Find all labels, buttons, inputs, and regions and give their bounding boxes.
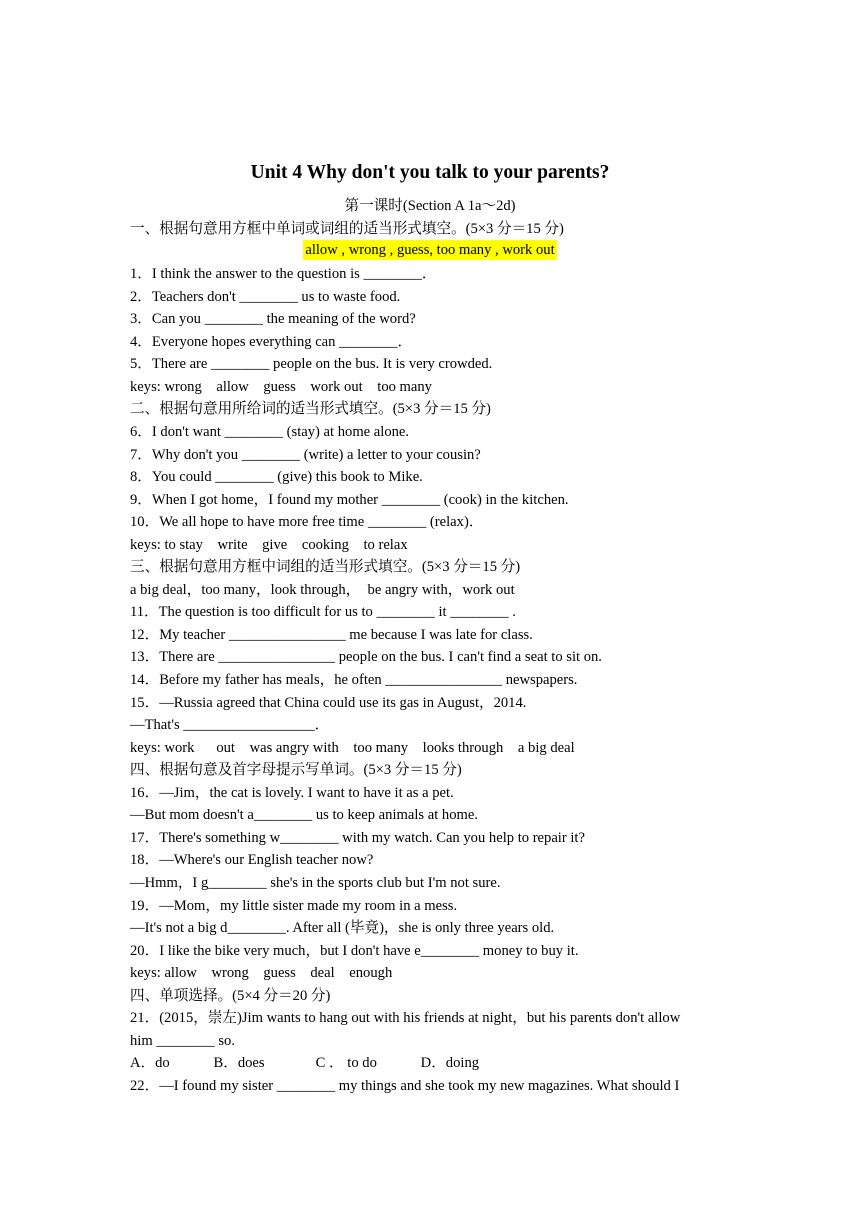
text-line: 22．—I found my sister ________ my things and she took my new magazines. What should I — [130, 1077, 680, 1094]
text-line: keys: work out was angry with too many looks through a big deal — [130, 739, 575, 756]
text-line: 11．The question is too difficult for us to ________ it ________ . — [130, 604, 516, 621]
word-box: allow , wrong , guess, too many , work out — [305, 242, 555, 258]
text-line: 9．When I got home，I found my mother ________ (cook) in the kitchen. — [130, 491, 569, 508]
text-line: 四、根据句意及首字母提示写单词。(5×3 分＝15 分) — [130, 762, 462, 779]
text-line: keys: to stay write give cooking to relax — [130, 536, 408, 553]
text-line: 5．There are ________ people on the bus. It is very crowded. — [130, 356, 493, 373]
text-line: —Hmm，I g________ she's in the sports club but I'm not sure. — [130, 874, 501, 891]
text-line: 14．Before my father has meals，he often ________________ newspapers. — [130, 672, 578, 688]
text-line: him ________ so. — [130, 1032, 235, 1049]
text-line: a big deal，too many，look through， be angry with，work out — [130, 581, 515, 598]
page-subtitle: 第一课时(Section A 1a～2d) — [344, 198, 516, 214]
text-line: A．do B．does C ． to do D．doing — [130, 1055, 480, 1072]
text-line: 4．Everyone hopes everything can ________． — [130, 333, 413, 350]
text-line: —It's not a big d________. After all (毕竟)，she is only three years old. — [130, 920, 555, 937]
text-line: 6．I don't want ________ (stay) at home alone. — [130, 423, 410, 440]
text-line: 三、根据句意用方框中词组的适当形式填空。(5×3 分＝15 分) — [130, 559, 521, 576]
text-line: 16．—Jim，the cat is lovely. I want to have it as a pet. — [130, 784, 454, 801]
text-line: 二、根据句意用所给词的适当形式填空。(5×3 分＝15 分) — [130, 401, 491, 418]
text-line: 17．There's something w________ with my watch. Can you help to repair it? — [130, 829, 585, 846]
text-line: 18．—Where's our English teacher now? — [130, 852, 374, 869]
text-line: 7．Why don't you ________ (write) a letter to your cousin? — [130, 446, 481, 463]
text-line: 1．I think the answer to the question is ________． — [130, 266, 437, 283]
text-line: 四、单项选择。(5×4 分＝20 分) — [130, 987, 331, 1004]
text-line: 12．My teacher ________________ me because I was late for class. — [130, 626, 533, 643]
text-line: 2．Teachers don't ________ us to waste food. — [130, 288, 401, 305]
page-title: Unit 4 Why don't you talk to your parents? — [250, 162, 610, 183]
text-line: 一、根据句意用方框中单词或词组的适当形式填空。(5×3 分＝15 分) — [130, 221, 564, 237]
text-line: 8．You could ________ (give) this book to Mike. — [130, 469, 423, 486]
text-line: 20．I like the bike very much，but I don't have e________ money to buy it. — [130, 942, 579, 959]
text-line: keys: allow wrong guess deal enough — [130, 965, 393, 982]
word-box-row — [0, 240, 860, 260]
text-line: 21．(2015，崇左)Jim wants to hang out with his friends at night，but his parents don't allow — [130, 1010, 681, 1027]
text-line: 19．—Mom，my little sister made my room in a mess. — [130, 897, 458, 914]
text-line: —But mom doesn't a________ us to keep animals at home. — [130, 807, 478, 824]
text-line: 3．Can you ________ the meaning of the word? — [130, 311, 416, 328]
text-line: 15．—Russia agreed that China could use its gas in August，2014. — [130, 694, 527, 711]
text-line: 10．We all hope to have more free time ________ (relax)． — [130, 514, 484, 531]
text-line: keys: wrong allow guess work out too many — [130, 378, 432, 395]
text-line: —That's __________________． — [130, 717, 330, 734]
text-line: 13．There are ________________ people on the bus. I can't find a seat to sit on. — [130, 649, 602, 666]
